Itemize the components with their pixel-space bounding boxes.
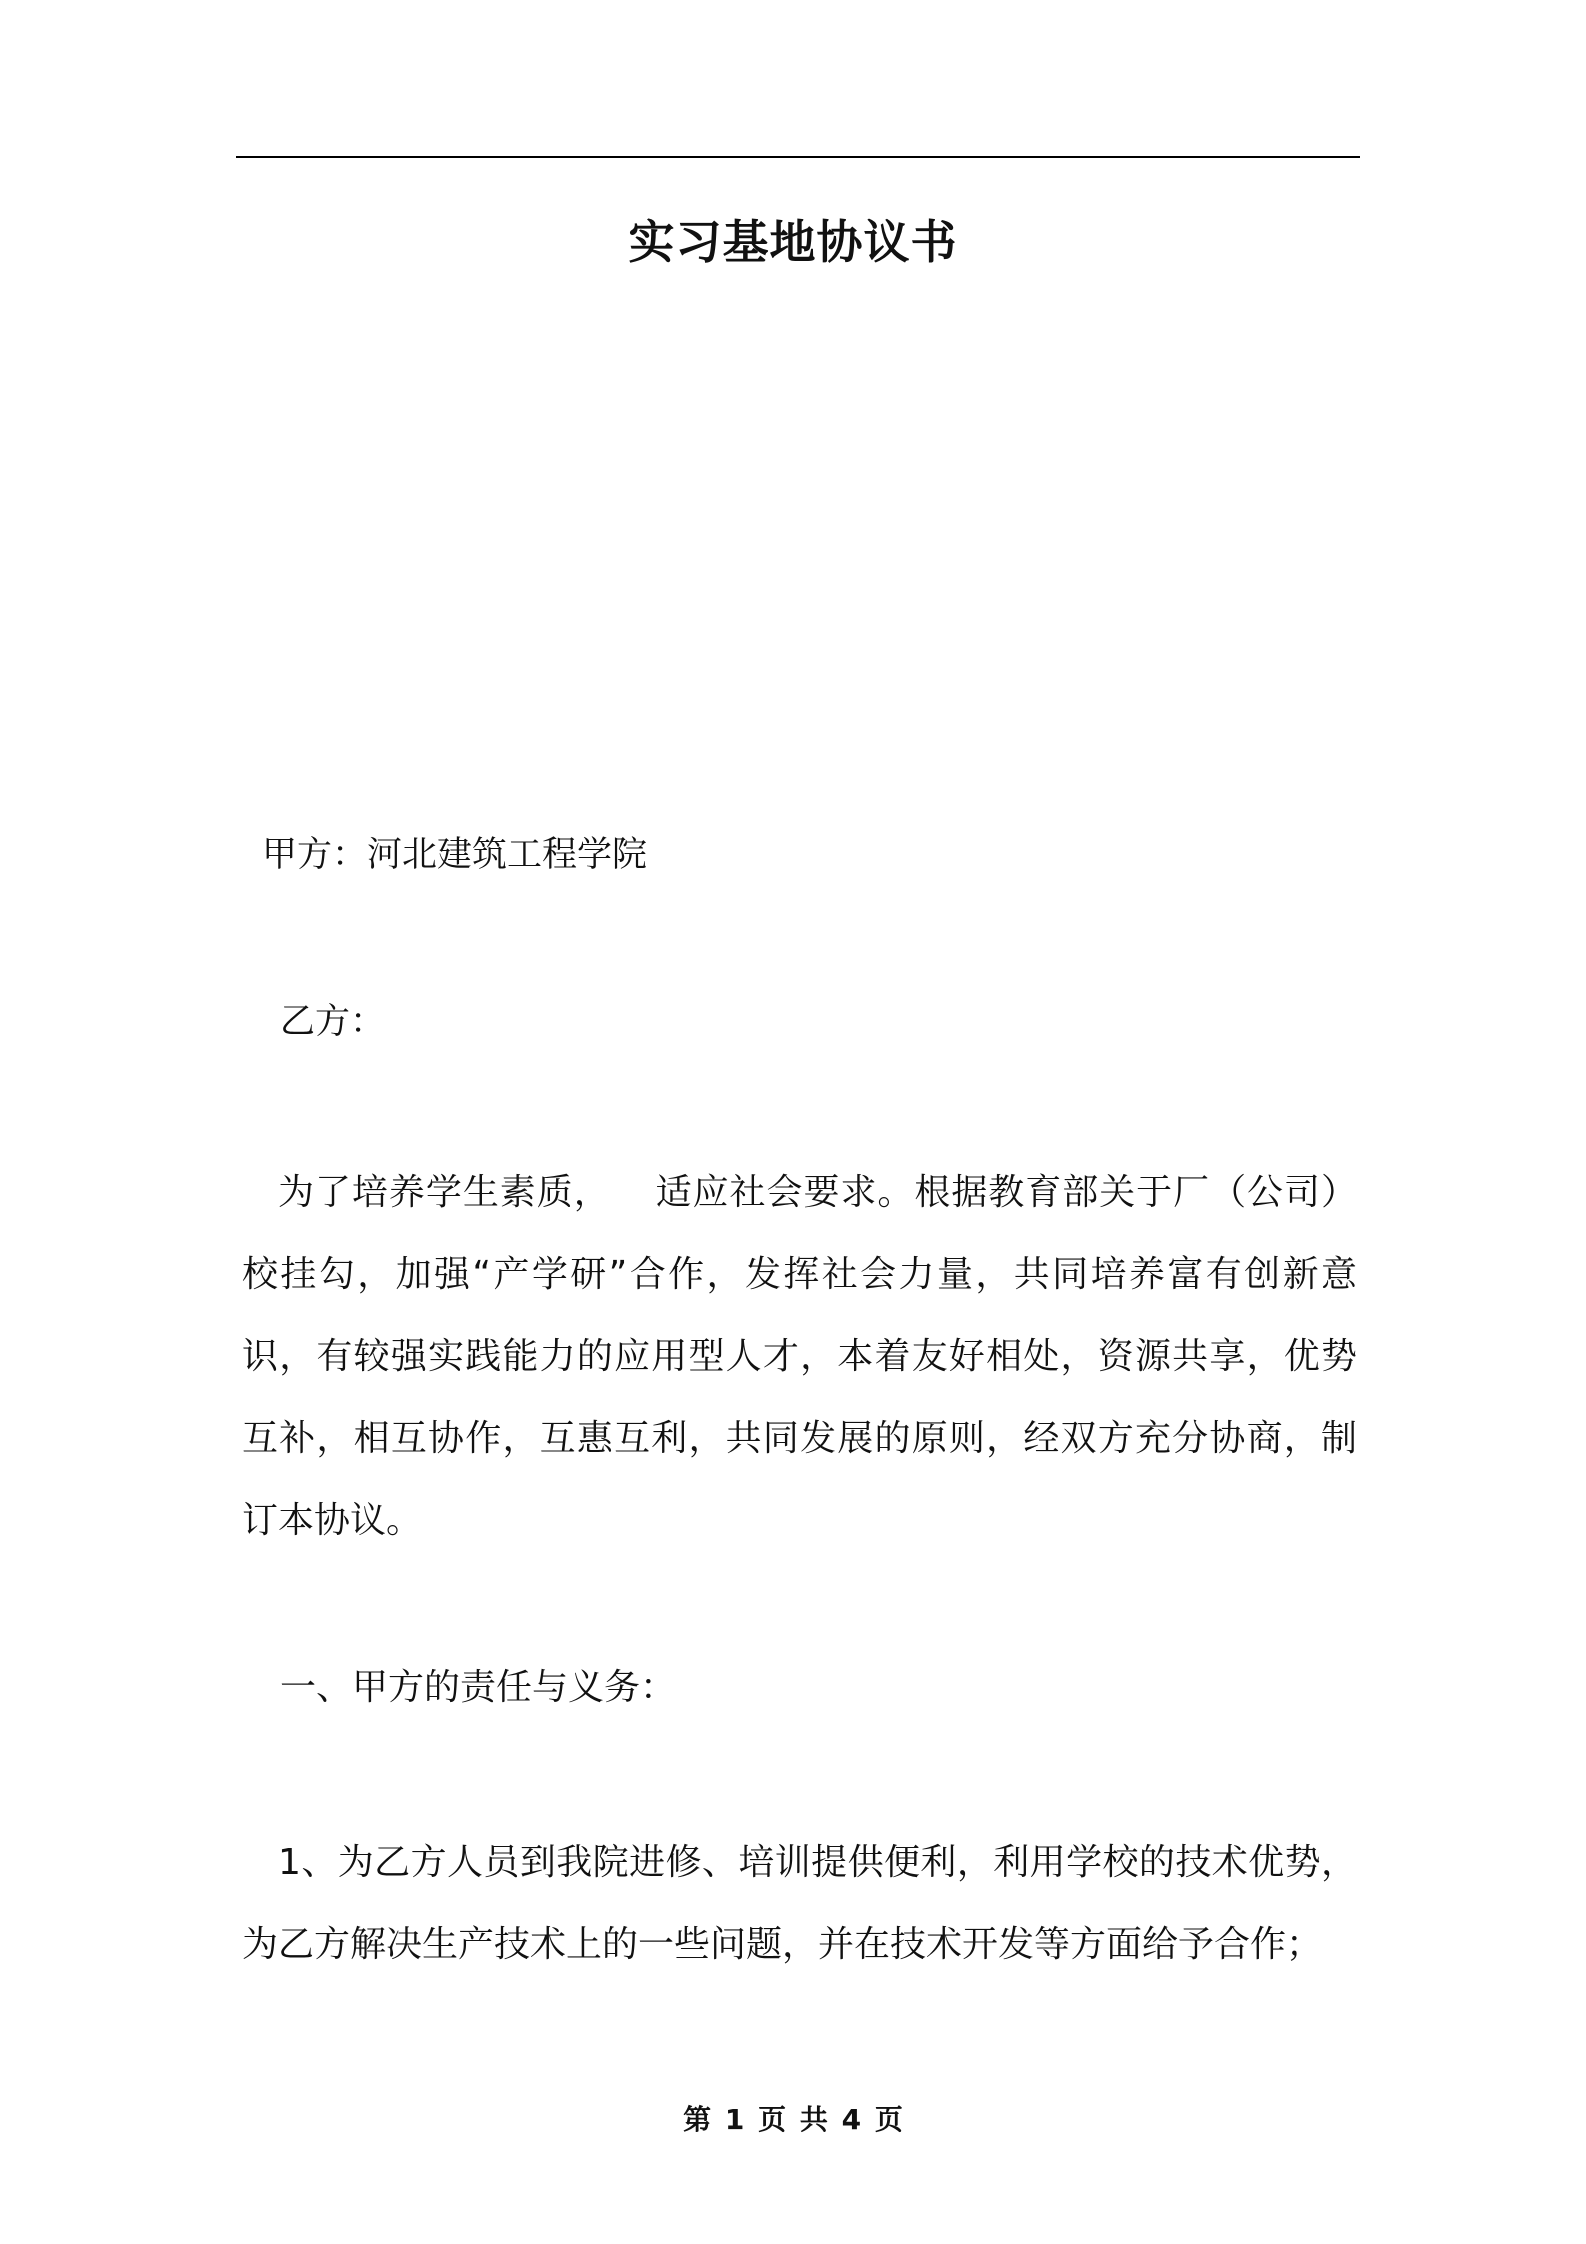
intro-paragraph bbox=[242, 1152, 1357, 1562]
document-title: 实习基地协议书 bbox=[628, 215, 958, 269]
intro-text-part1: 为了培养学生素质， bbox=[278, 1172, 611, 1213]
header-rule bbox=[236, 156, 1360, 158]
intro-text-part2: 适应社会要求。根据教育部关于厂（公司）校挂勾，加强“产学研”合作，发挥社会力量，共同培养富有创新意识，有较强实践能力的应用型人才，本着友好相处，资源共享，优势互补，相互协作，互惠互利，共同发展的原则，经双方充分协商，制订本协议。 bbox=[242, 1172, 1357, 1541]
page-number-footer: 第 1 页 共 4 页 bbox=[683, 2103, 903, 2136]
section-1-heading: 一、甲方的责任与义务： bbox=[280, 1667, 677, 1708]
party-b-line: 乙方： bbox=[280, 1002, 386, 1042]
party-a-line: 甲方：河北建筑工程学院 bbox=[262, 835, 648, 875]
section-1-item-1: 1、为乙方人员到我院进修、培训提供便利，利用学校的技术优势，为乙方解决生产技术上的一些问题，并在技术开发等方面给予合作； bbox=[242, 1842, 1357, 1965]
